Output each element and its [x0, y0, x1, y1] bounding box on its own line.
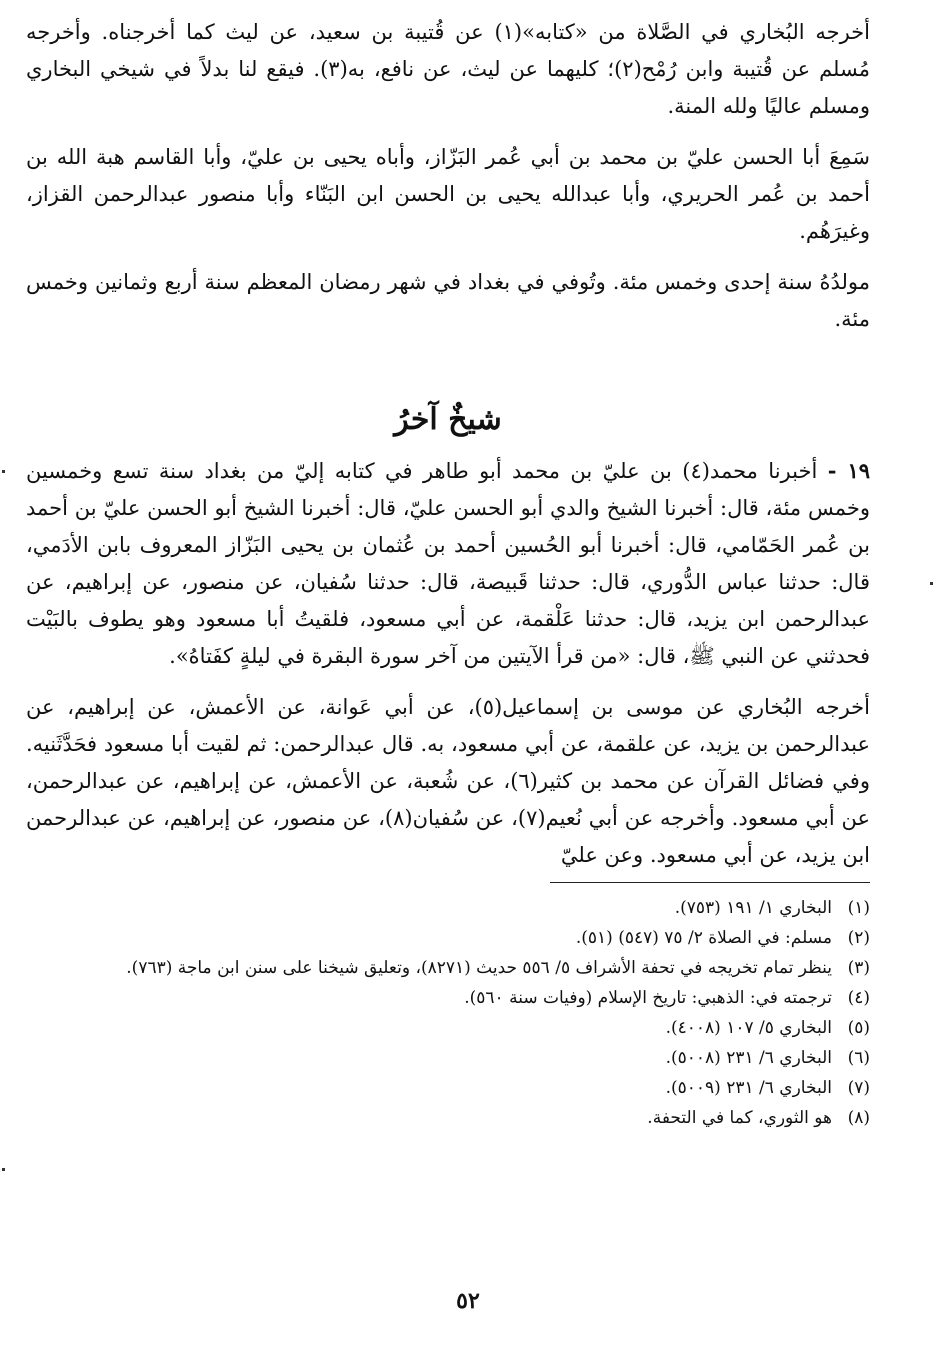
hadith-number: ١٩ - [827, 458, 870, 483]
footnote-text: البخاري ١/ ١٩١ (٧٥٣). [674, 898, 832, 918]
scan-mark [2, 1168, 5, 1171]
footnotes [26, 893, 870, 1133]
footnote-number: (٥) [847, 1018, 870, 1038]
footnote-text: البخاري ٦/ ٢٣١ (٥٠٠٩). [665, 1078, 832, 1098]
footnote [26, 1103, 870, 1133]
hadith-paragraph [26, 452, 870, 675]
footnote [26, 1043, 870, 1073]
page-body [26, 14, 870, 1133]
footnote [26, 1073, 870, 1103]
footnote [26, 893, 870, 923]
page-number: ٥٢ [456, 1288, 480, 1314]
footnote-number: (٢) [847, 928, 870, 948]
section-heading: شيخٌ آخرُ [394, 402, 502, 437]
scan-mark [2, 470, 5, 473]
footnote [26, 923, 870, 953]
footnote-text: ينظر تمام تخريجه في تحفة الأشراف ٥/ ٥٥٦ حديث (٨٢٧١)، وتعليق شيخنا على سنن ابن ماجة (٧٦٣). [126, 958, 832, 978]
footnote [26, 953, 870, 983]
footnote [26, 983, 870, 1013]
paragraph-takhrij-1: أخرجه البُخاري في الصَّلاة من «كتابه»(١) عن قُتيبة بن سعيد، عن ليث كما أخرجناه. وأخرجه مُسلم عن قُتيبة وابن رُمْح(٢)؛ كليهما عن ليث، عن نافع، به(٣). فيقع لنا بدلاً في شيخي البخاري ومسلم عاليًا ولله المنة. [26, 20, 870, 118]
footnote-number: (٦) [847, 1048, 870, 1068]
paragraph-takhrij-2: أخرجه البُخاري عن موسى بن إسماعيل(٥)، عن أبي عَوانة، عن الأعمش، عن إبراهيم، عن عبدالرحمن بن يزيد، عن علقمة، عن أبي مسعود، به. قال عبدالرحمن: ثم لقيت أبا مسعود فحَدَّثَنيه. وفي فضائل القرآن عن محمد بن كثير(٦)، عن شُعبة، عن الأعمش، عن إبراهيم، عن عبدالرحمن، عن أبي مسعود. وأخرجه عن أبي نُعيم(٧)، عن سُفيان(٨)، عن منصور، عن إبراهيم، عن عبدالرحمن ابن يزيد، عن أبي مسعود. وعن عليّ [26, 695, 871, 867]
paragraph-teachers: سَمِعَ أبا الحسن عليّ بن محمد بن أبي عُمر البَزّاز، وأباه يحيى بن عليّ، وأبا القاسم هبة الله بن أحمد بن عُمر الحريري، وأبا عبدالله يحيى بن الحسن ابن البَنّاء وأبا منصور عبدالرحمن القزاز، وغيرَهُم. [26, 145, 870, 243]
paragraph-birth-death: مولدُهُ سنة إحدى وخمس مئة. وتُوفي في بغداد في شهر رمضان المعظم سنة أربع وثمانين وخمس مئة. [26, 270, 870, 331]
hadith-text: أخبرنا محمد(٤) بن عليّ بن محمد أبو طاهر في كتابه إليّ من بغداد سنة تسع وخمسين وخمس مئة، قال: أخبرنا الشيخ والدي أبو الحسن عليّ، قال: أخبرنا الشيخ أبو الحسن عليّ بن أحمد بن عُمر الحَمّامي، قال: أخبرنا أبو الحُسين أحمد بن عُثمان بن يحيى البَزّاز المعروف بابن الأدَمي، قال: حدثنا عباس الدُّوري، قال: حدثنا قَبيصة، قال: حدثنا سُفيان، عن منصور، عن إبراهيم، عن عبدالرحمن ابن يزيد، قال: حدثنا عَلْقمة، عن أبي مسعود، فلقيتُ أبا مسعود وهو يطوف بالبَيْت فحدثني عن النبي ﷺ، قال: «من قرأ الآيتين من آخر سورة البقرة في ليلةٍ كفَتاهُ». [26, 459, 870, 668]
footnote-text: ترجمته في: الذهبي: تاريخ الإسلام (وفيات سنة ٥٦٠). [464, 988, 832, 1008]
scan-mark [930, 582, 933, 585]
footnote-text: البخاري ٦/ ٢٣١ (٥٠٠٨). [665, 1048, 832, 1068]
footnote-number: (٣) [847, 958, 870, 978]
footnote-number: (٧) [847, 1078, 870, 1098]
footnote-divider [550, 882, 870, 883]
footnote-number: (١) [847, 898, 870, 918]
footnote-number: (٤) [847, 988, 870, 1008]
footnote-text: هو الثوري، كما في التحفة. [647, 1108, 832, 1128]
footnote [26, 1013, 870, 1043]
footnote-text: مسلم: في الصلاة ٢/ ٧٥ (٥٤٧) (٥١). [575, 928, 832, 948]
footnote-text: البخاري ٥/ ١٠٧ (٤٠٠٨). [665, 1018, 832, 1038]
footnote-number: (٨) [847, 1108, 870, 1128]
